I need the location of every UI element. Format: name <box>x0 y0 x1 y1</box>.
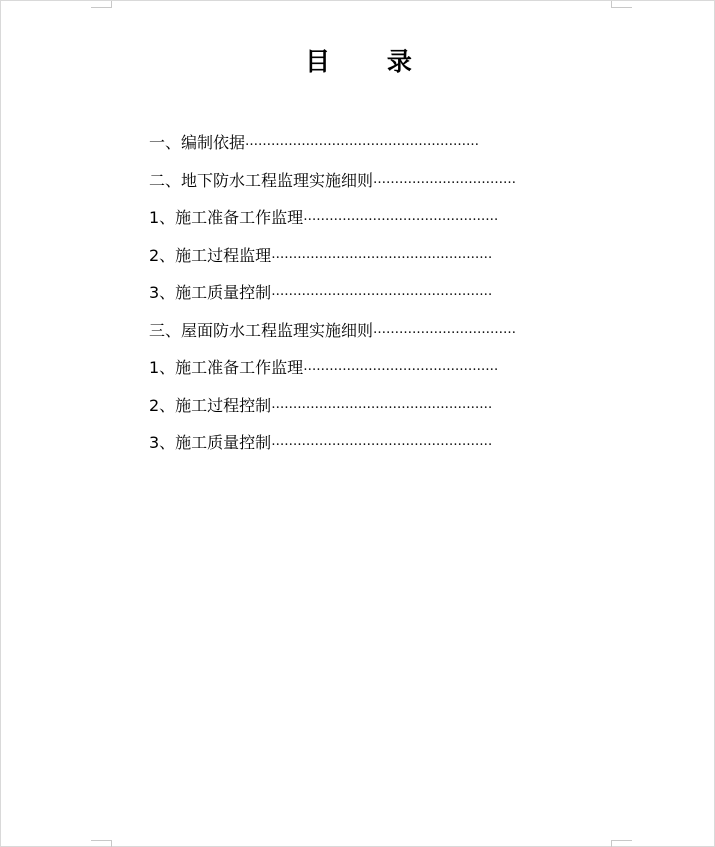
toc-entry[interactable] <box>149 161 609 199</box>
toc-entry-label: 3、施工质量控制 <box>149 283 272 303</box>
toc-dot-leader: ……………………………………………… <box>245 134 480 150</box>
page-title: 目 录 <box>305 47 436 76</box>
toc-entry[interactable] <box>149 423 609 461</box>
toc-entry-label: 一、编制依据 <box>149 133 246 153</box>
margin-corner-top-right <box>611 1 632 8</box>
toc-entry-label: 1、施工准备工作监理 <box>149 358 304 378</box>
toc-dot-leader: …………………………………………… <box>271 434 493 450</box>
toc-entry-label: 1、施工准备工作监理 <box>149 208 304 228</box>
table-of-contents <box>149 123 609 461</box>
toc-entry-label: 三、屋面防水工程监理实施细则 <box>149 320 374 340</box>
toc-entry-label: 2、施工过程控制 <box>149 395 272 415</box>
toc-entry[interactable] <box>149 311 609 349</box>
toc-dot-leader: …………………………………………… <box>271 284 493 300</box>
margin-corner-top-left <box>91 1 112 8</box>
toc-entry-label: 二、地下防水工程监理实施细则 <box>149 170 374 190</box>
toc-dot-leader: ……………………………………… <box>303 359 499 375</box>
toc-entry-label: 3、施工质量控制 <box>149 433 272 453</box>
toc-entry[interactable] <box>149 348 609 386</box>
toc-entry[interactable] <box>149 236 609 274</box>
toc-entry[interactable] <box>149 198 609 236</box>
toc-dot-leader: …………………………………………… <box>271 396 493 412</box>
toc-dot-leader: …………………………………………… <box>271 246 493 262</box>
margin-corner-bottom-left <box>91 840 112 847</box>
toc-entry-label: 2、施工过程监理 <box>149 245 272 265</box>
toc-dot-leader: ……………………………………… <box>303 209 499 225</box>
margin-corner-bottom-right <box>611 840 632 847</box>
toc-dot-leader: …………………………… <box>373 321 517 337</box>
toc-entry[interactable] <box>149 386 609 424</box>
toc-entry[interactable] <box>149 123 609 161</box>
toc-dot-leader: …………………………… <box>373 171 517 187</box>
toc-entry[interactable] <box>149 273 609 311</box>
